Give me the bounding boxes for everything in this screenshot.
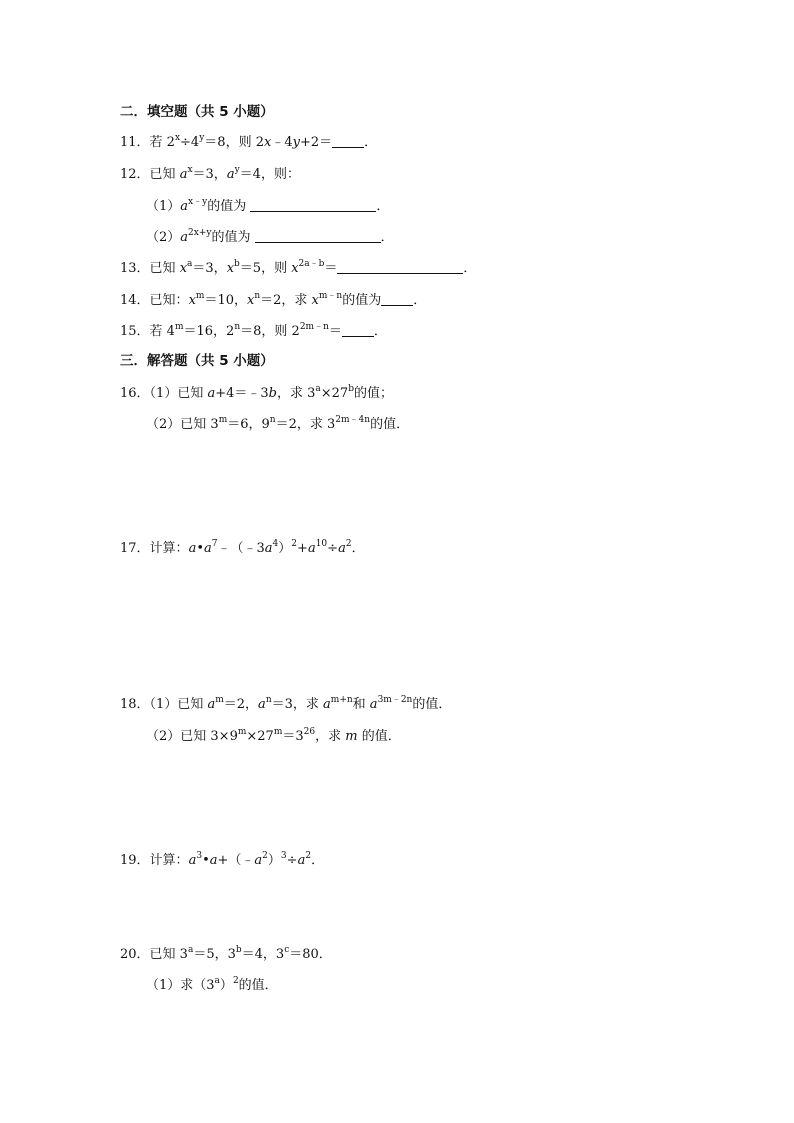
- q16-2-exp: n: [269, 415, 276, 425]
- q14-text: 的值为: [342, 293, 382, 308]
- q18-text: ＝2，: [223, 697, 259, 712]
- q12-1-end: ．: [376, 199, 390, 214]
- q20-text: 已知 3: [149, 947, 188, 962]
- q14-end: ．: [413, 293, 427, 308]
- question-12-part-2: [146, 229, 394, 247]
- q18-2-exp: m: [273, 727, 283, 737]
- q15-exp: m: [174, 322, 184, 332]
- q15-end: ．: [373, 324, 387, 339]
- q12-1-answer-blank[interactable]: [250, 199, 376, 212]
- q15-text: ＝8，则 2: [240, 324, 300, 339]
- q17-text: ）: [278, 541, 292, 556]
- q12-2-text: （2）: [146, 230, 181, 245]
- q18-var: a: [369, 697, 378, 712]
- q19-text: ）: [267, 853, 281, 868]
- q17-text: +: [297, 541, 308, 556]
- q17-exp: 7: [211, 539, 218, 549]
- q18-2-text: 的值．: [357, 729, 401, 744]
- q20-text: ＝4，3: [241, 947, 285, 962]
- q13-text: ＝5，则: [239, 261, 292, 276]
- q13-var: x: [226, 261, 235, 276]
- q13-exp: b: [234, 259, 240, 269]
- q13-exp: a: [187, 259, 193, 269]
- q14-exp: m﹣n: [318, 291, 343, 301]
- q12-2-text: 的值为: [211, 230, 255, 245]
- q17-end: ．: [351, 541, 365, 556]
- question-20: [120, 946, 332, 964]
- q20-text: ＝5，3: [193, 947, 236, 962]
- q16-text: ，求 3: [276, 386, 316, 401]
- q11-text: 若 2: [149, 135, 175, 150]
- q19-var: a: [297, 853, 306, 868]
- q11-text: ﹣4: [271, 135, 293, 150]
- q12-2-exp: 2x+y: [188, 228, 212, 238]
- q18-text: 和: [352, 697, 370, 712]
- q17-exp: 2: [345, 539, 352, 549]
- q19-var: a: [209, 853, 218, 868]
- q13-answer-blank[interactable]: [337, 261, 463, 274]
- q12-number: 12．: [120, 167, 150, 182]
- q12-var: a: [179, 167, 188, 182]
- q16-2-text: （2）已知 3: [146, 417, 219, 432]
- q18-exp: 3m﹣2n: [377, 695, 413, 705]
- q17-exp: 4: [272, 539, 279, 549]
- q19-text: +（﹣: [217, 853, 255, 868]
- q15-exp: 2m﹣n: [299, 322, 329, 332]
- q13-exp: 2a﹣b: [298, 259, 325, 269]
- q16-2-text: 的值．: [370, 417, 410, 432]
- q20-text: ＝80．: [289, 947, 332, 962]
- question-17: [120, 540, 365, 558]
- q18-var: a: [323, 697, 331, 712]
- q19-exp: 2: [262, 851, 268, 861]
- q18-exp: m+n: [330, 695, 353, 705]
- q19-text: 计算：: [149, 853, 189, 868]
- q14-var: x: [311, 293, 319, 308]
- question-13: [120, 260, 476, 278]
- q17-exp: 2: [291, 539, 298, 549]
- q13-number: 13．: [120, 261, 150, 276]
- question-18-part-2: [146, 728, 401, 746]
- q14-answer-blank[interactable]: [381, 293, 413, 306]
- q16-text: +4＝﹣3: [215, 386, 269, 401]
- q20-1-exp: 2: [232, 976, 239, 986]
- q20-1-text: 的值．: [238, 978, 278, 993]
- q16-var: b: [268, 386, 277, 401]
- q15-text: ＝: [328, 324, 342, 339]
- question-18: [120, 696, 451, 714]
- q15-number: 15．: [120, 324, 150, 339]
- q11-exp: x: [174, 133, 181, 143]
- q12-2-answer-blank[interactable]: [255, 230, 381, 243]
- q14-exp: n: [254, 291, 261, 301]
- q18-2-text: （2）已知 3×9: [146, 729, 238, 744]
- q18-2-text: ＝3: [282, 729, 304, 744]
- q12-2-end: ．: [380, 230, 394, 245]
- q17-text: ﹣（﹣3: [217, 541, 265, 556]
- q19-text: •: [202, 853, 210, 868]
- q19-var: a: [254, 853, 263, 868]
- question-11: [120, 134, 377, 152]
- q18-2-exp: 26: [303, 727, 316, 737]
- q20-exp: c: [284, 945, 290, 955]
- q16-text: 的值；: [353, 386, 393, 401]
- q20-exp: b: [235, 945, 242, 955]
- q17-text: •: [196, 541, 204, 556]
- q18-2-var: m: [345, 729, 358, 744]
- q19-exp: 3: [196, 851, 203, 861]
- q17-exp: 10: [315, 539, 328, 549]
- q19-exp: 3: [280, 851, 287, 861]
- q15-exp: n: [234, 322, 241, 332]
- q12-2-var: a: [180, 230, 189, 245]
- q15-text: ＝16，2: [183, 324, 235, 339]
- q14-number: 14．: [120, 293, 150, 308]
- q12-exp: y: [234, 165, 240, 175]
- q12-text: 已知: [149, 167, 180, 182]
- q12-exp: x: [187, 165, 193, 175]
- q19-exp: 2: [305, 851, 312, 861]
- question-15: [120, 323, 387, 341]
- q16-text: ×27: [320, 386, 349, 401]
- question-19: [120, 852, 324, 870]
- q19-text: ÷: [286, 853, 298, 868]
- q16-2-exp: m: [218, 415, 228, 425]
- q12-var: a: [226, 167, 235, 182]
- q11-number: 11．: [120, 135, 150, 150]
- q18-number: 18．: [120, 697, 150, 712]
- q12-1-text: 的值为: [207, 199, 251, 214]
- q11-text: +2＝: [299, 135, 333, 150]
- q14-var: x: [247, 293, 255, 308]
- q18-text: （1）已知: [149, 697, 208, 712]
- q11-text: ÷4: [180, 135, 200, 150]
- q17-var: a: [188, 541, 197, 556]
- q19-number: 19．: [120, 853, 150, 868]
- q13-text: 已知: [149, 261, 180, 276]
- q14-text: ＝10，: [204, 293, 247, 308]
- q17-var: a: [338, 541, 346, 556]
- q13-end: ．: [463, 261, 477, 276]
- q12-1-exp: x﹣y: [188, 197, 208, 207]
- q18-2-text: ×27: [246, 729, 274, 744]
- q14-text: 已知：: [149, 293, 189, 308]
- q19-end: ．: [311, 853, 325, 868]
- q18-exp: m: [215, 695, 224, 705]
- q14-text: ＝2，求: [260, 293, 312, 308]
- q12-1-text: （1）: [146, 199, 181, 214]
- q16-2-text: ＝6，9: [227, 417, 270, 432]
- q18-var: a: [207, 697, 216, 712]
- q20-1-text: ）: [219, 978, 233, 993]
- q20-number: 20．: [120, 947, 150, 962]
- q20-exp: a: [187, 945, 194, 955]
- q17-var: a: [307, 541, 316, 556]
- q17-var: a: [204, 541, 212, 556]
- q17-text: 计算：: [149, 541, 189, 556]
- q11-text: ＝8，则 2: [204, 135, 264, 150]
- q11-exp: y: [199, 133, 205, 143]
- q18-var: a: [258, 697, 266, 712]
- section-fill-blank-title: 二．填空题（共 5 小题）: [120, 104, 274, 120]
- q16-exp: b: [348, 384, 354, 394]
- q18-exp: n: [265, 695, 272, 705]
- q14-exp: m: [195, 291, 205, 301]
- q13-var: x: [179, 261, 188, 276]
- question-12: [120, 166, 300, 184]
- q13-var: x: [291, 261, 299, 276]
- q20-1-text: （1）求（3: [146, 978, 215, 993]
- q13-text: ＝: [324, 261, 338, 276]
- q15-text: 若 4: [149, 324, 175, 339]
- q18-text: ＝3，求: [271, 697, 324, 712]
- q11-var: y: [292, 135, 300, 150]
- q18-text: 的值．: [412, 697, 452, 712]
- section-solution-title: 三．解答题（共 5 小题）: [120, 353, 274, 369]
- q17-var: a: [264, 541, 273, 556]
- q13-text: ＝3，: [192, 261, 227, 276]
- question-16-part-2: [146, 416, 409, 434]
- question-12-part-1: [146, 198, 389, 216]
- q16-text: （1）已知: [149, 386, 208, 401]
- question-16: [120, 385, 393, 403]
- q14-var: x: [188, 293, 196, 308]
- q16-number: 16．: [120, 386, 150, 401]
- question-20-part-1: [146, 977, 278, 995]
- q11-var: x: [263, 135, 272, 150]
- q12-text: ＝3，: [192, 167, 227, 182]
- q16-var: a: [207, 386, 216, 401]
- q17-text: ÷: [327, 541, 339, 556]
- question-14: [120, 292, 426, 310]
- q19-var: a: [188, 853, 197, 868]
- q16-2-exp: 2m﹣4n: [335, 415, 371, 425]
- q16-exp: a: [315, 384, 321, 394]
- q15-answer-blank[interactable]: [342, 324, 374, 337]
- q11-answer-blank[interactable]: [332, 135, 364, 148]
- q12-1-var: a: [180, 199, 189, 214]
- q17-number: 17．: [120, 541, 150, 556]
- q18-2-exp: m: [237, 727, 247, 737]
- q11-end: ．: [364, 135, 378, 150]
- q20-1-exp: a: [214, 976, 220, 986]
- q12-text: ＝4，则：: [239, 167, 300, 182]
- q18-2-text: ，求: [315, 729, 346, 744]
- q16-2-text: ＝2，求 3: [275, 417, 336, 432]
